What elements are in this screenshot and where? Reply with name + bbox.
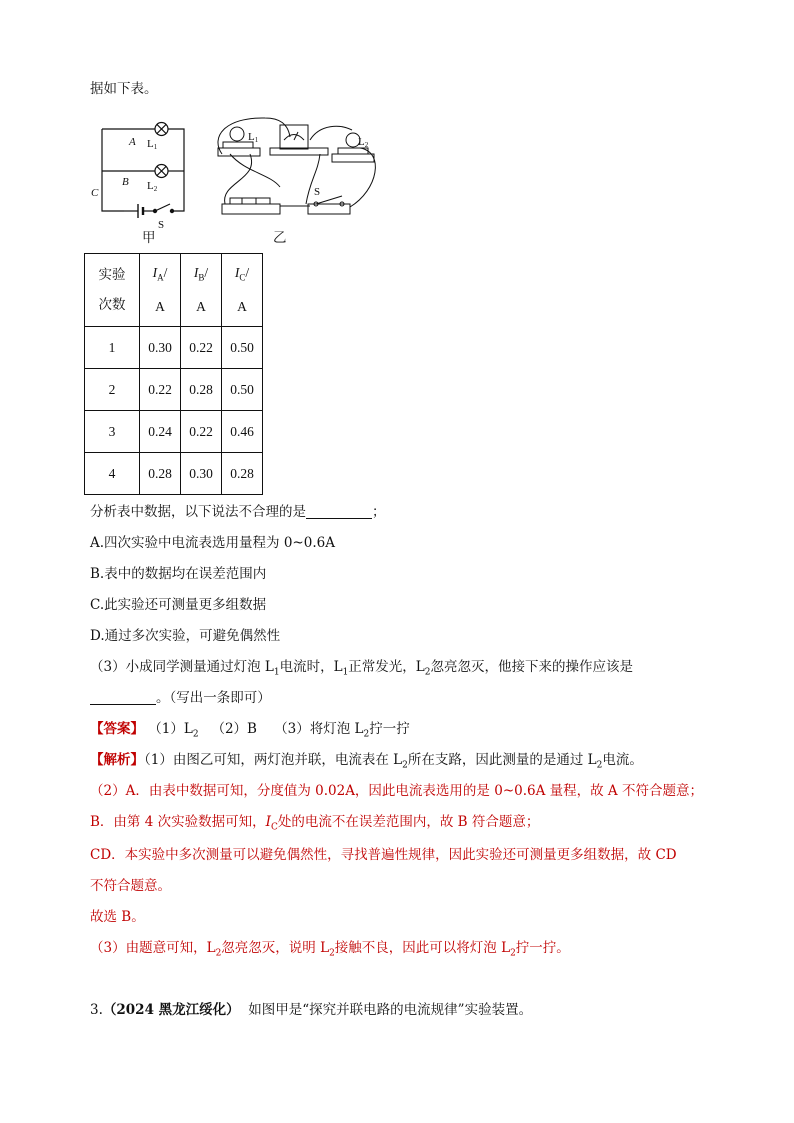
header-cell: 实验 次数 [85,254,140,327]
lamp2-label: L2 [147,180,158,193]
analysis-line-cd-2: 不符合题意。 [90,878,171,894]
switch-label: S [158,219,165,231]
analysis-line-1: 【解析】（1）由图乙可知，两灯泡并联，电流表在 $L_2$所在支路，因此测量的是通过 $L_2$电流。 [90,752,643,771]
analysis-line-cd-1: CD．本实验中多次测量可以避免偶然性，寻找普遍性规律，因此实验还可测量更多组数据，故 CD [90,847,677,863]
table-cell: 0.46 [222,411,263,453]
table-cell: 0.30 [140,327,181,369]
node-b-label: B [122,176,129,188]
table-row [85,327,263,369]
analysis-line-3: （3）由题意可知，$L_2$忽亮忽灭，说明 $L_2$接触不良，因此可以将灯泡 $L_2$拧一拧。 [90,940,570,959]
table-cell: 0.50 [222,369,263,411]
table-row [85,411,263,453]
next-question: 3.（2024 黑龙江绥化） 如图甲是“探究并联电路的电流规律”实验装置。 [90,1002,533,1018]
header-cell: $I_C/$ A [222,254,263,327]
table-cell: 0.30 [181,453,222,495]
option-d: D.通过多次实验，可避免偶然性 [90,628,281,644]
answer-label: 【答案】 [90,721,144,737]
node-a-label: A [129,136,136,148]
question-3-tail: 。（写出一条即可） [90,689,271,707]
table-cell: 0.28 [181,369,222,411]
table-cell: 0.24 [140,411,181,453]
option-b: B.表中的数据均在误差范围内 [90,566,267,582]
header-cell: $I_B/$ A [181,254,222,327]
table-cell: 3 [85,411,140,453]
experiment-table [84,253,263,495]
option-c: C.此实验还可测量更多组数据 [90,597,267,613]
table-cell: 0.22 [181,327,222,369]
circuit-diagram-jia [88,118,188,248]
analysis-choose: 故选 B。 [90,909,145,925]
question-2-stem: 分析表中数据，以下说法不合理的是 ； [90,504,386,520]
yi-lamp2-label: L2 [358,136,369,149]
analysis-line-b: B．由第 4 次实验数据可知，$I_C$处的电流不在误差范围内，故 B 符合题意； [90,814,540,833]
lamp1-label: L1 [147,138,158,151]
table-cell: 1 [85,327,140,369]
question-3-stem: （3）小成同学测量通过灯泡 $L_1$电流时，$L_1$正常发光，$L_2$忽亮忽灭，他接下来的操作应该是 [90,659,633,678]
table-header-row [85,254,263,327]
table-cell: 2 [85,369,140,411]
yi-switch-label: S [314,186,321,198]
table-cell: 4 [85,453,140,495]
analysis-label: 【解析】 [90,752,144,768]
apparatus-diagram-yi [210,112,390,237]
intro-text: 据如下表。 [90,81,158,97]
answer-blank [306,504,372,519]
figure-jia-caption: 甲 [142,230,156,246]
table-cell: 0.22 [181,411,222,453]
option-a: A.四次实验中电流表选用量程为 0~0.6A [90,535,335,551]
table-row [85,369,263,411]
analysis-line-2: （2）A．由表中数据可知，分度值为 0.02A，因此电流表选用的是 0~0.6A 量程，故 A 不符合题意； [90,783,703,799]
node-c-label: C [91,187,99,199]
answer-blank [90,690,156,705]
answer-line: 【答案】 $(1)L_2$ （2）B （3）将灯泡 $L_2$拧一拧 [90,721,410,740]
table-cell: 0.28 [222,453,263,495]
table-cell: 0.22 [140,369,181,411]
table-row [85,453,263,495]
table-cell: 0.50 [222,327,263,369]
yi-lamp1-label: L1 [248,131,259,144]
figure-yi-caption: 乙 [273,230,287,246]
table-cell: 0.28 [140,453,181,495]
header-cell: $I_A/$ A [140,254,181,327]
